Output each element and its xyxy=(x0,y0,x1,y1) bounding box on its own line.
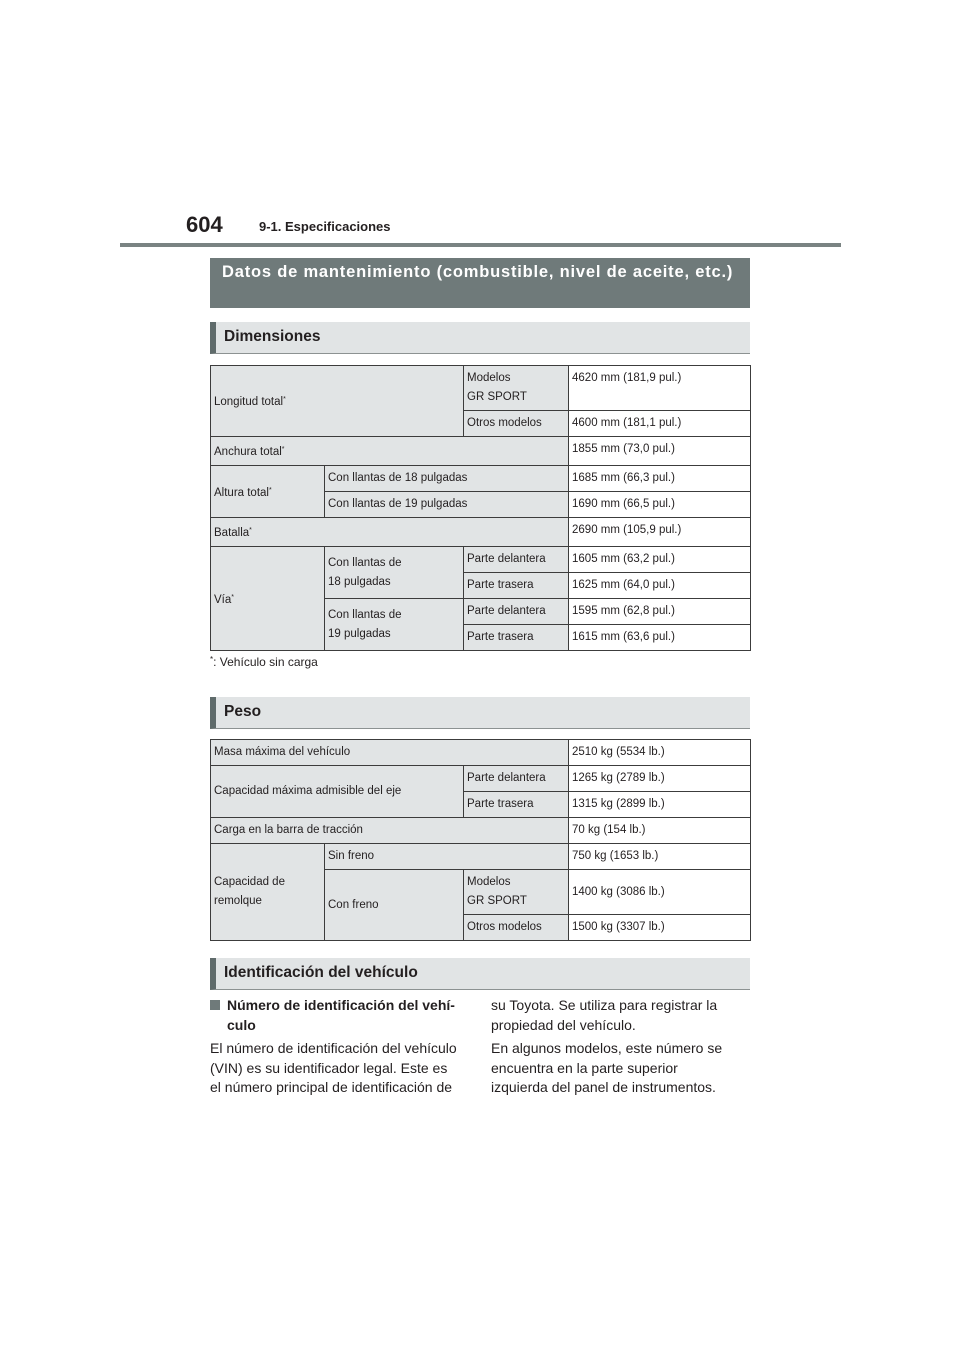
sub-label: Sin freno xyxy=(325,844,569,870)
sub-label: Con freno xyxy=(325,870,464,941)
value-cell: 70 kg (154 lb.) xyxy=(569,818,751,844)
row-label: Longitud total* xyxy=(211,366,464,437)
sub-label: Con llantas de 19 pulgadas xyxy=(325,492,569,518)
dimensions-table xyxy=(210,365,751,651)
header-rule xyxy=(120,243,841,247)
sub-label: Parte trasera xyxy=(464,792,569,818)
row-label: Capacidad de remolque xyxy=(211,844,325,941)
row-label: Carga en la barra de tracción xyxy=(211,818,569,844)
value-cell: 1500 kg (3307 lb.) xyxy=(569,915,751,941)
value-cell: 1625 mm (64,0 pul.) xyxy=(569,573,751,599)
row-label: Vía* xyxy=(211,547,325,651)
vin-subheading: Número de identificación del vehí- culo xyxy=(210,996,472,1035)
sub-label: Parte delantera xyxy=(464,766,569,792)
table-row xyxy=(211,547,751,573)
value-cell: 1685 mm (66,3 pul.) xyxy=(569,466,751,492)
table-row xyxy=(211,740,751,766)
value-cell: 1265 kg (2789 lb.) xyxy=(569,766,751,792)
table-row xyxy=(211,818,751,844)
sub-label: Con llantas de 18 pulgadas xyxy=(325,466,569,492)
value-cell: 2510 kg (5534 lb.) xyxy=(569,740,751,766)
value-cell: 1400 kg (3086 lb.) xyxy=(569,870,751,915)
row-label: Batalla* xyxy=(211,518,569,547)
sub-label: Parte trasera xyxy=(464,573,569,599)
identification-heading: Identificación del vehículo xyxy=(210,958,750,990)
value-cell: 1605 mm (63,2 pul.) xyxy=(569,547,751,573)
sub-label: Otros modelos xyxy=(464,915,569,941)
section-label: 9-1. Especificaciones xyxy=(259,219,391,234)
sub-label: Otros modelos xyxy=(464,411,569,437)
sub-label: Parte delantera xyxy=(464,547,569,573)
table-row xyxy=(211,766,751,792)
sub-label: Con llantas de 19 pulgadas xyxy=(325,599,464,651)
table-row xyxy=(211,518,751,547)
vin-paragraph-left: El número de identificación del vehículo (VIN) es su identificador legal. Este es el número principal de identificación de xyxy=(210,1040,457,1095)
value-cell: 750 kg (1653 lb.) xyxy=(569,844,751,870)
page-number: 604 xyxy=(186,212,223,237)
sub-label: Modelos GR SPORT xyxy=(464,870,569,915)
sub-label: Parte delantera xyxy=(464,599,569,625)
table-row xyxy=(211,844,751,870)
sub-label: Con llantas de 18 pulgadas xyxy=(325,547,464,599)
table-row xyxy=(211,437,751,466)
value-cell: 1690 mm (66,5 pul.) xyxy=(569,492,751,518)
value-cell: 4620 mm (181,9 pul.) xyxy=(569,366,751,411)
value-cell: 4600 mm (181,1 pul.) xyxy=(569,411,751,437)
row-label: Altura total* xyxy=(211,466,325,518)
weight-table xyxy=(210,739,751,941)
row-label: Anchura total* xyxy=(211,437,569,466)
dimensions-heading: Dimensiones xyxy=(210,322,750,354)
sub-label: Parte trasera xyxy=(464,625,569,651)
value-cell: 2690 mm (105,9 pul.) xyxy=(569,518,751,547)
table-row xyxy=(211,366,751,411)
vin-paragraph-right: su Toyota. Se utiliza para registrar la propiedad del vehículo. En algunos modelos, este número se encuentra en la parte superior izquierda del panel de instrumentos. xyxy=(491,997,723,1095)
table-row xyxy=(211,466,751,492)
footnote: *: Vehículo sin carga xyxy=(210,655,318,669)
row-label: Masa máxima del vehículo xyxy=(211,740,569,766)
chapter-title: Datos de mantenimiento (combustible, nivel de aceite, etc.) xyxy=(210,258,750,308)
weight-heading: Peso xyxy=(210,697,750,729)
value-cell: 1315 kg (2899 lb.) xyxy=(569,792,751,818)
sub-label: Modelos GR SPORT xyxy=(464,366,569,411)
value-cell: 1615 mm (63,6 pul.) xyxy=(569,625,751,651)
value-cell: 1595 mm (62,8 pul.) xyxy=(569,599,751,625)
row-label: Capacidad máxima admisible del eje xyxy=(211,766,464,818)
value-cell: 1855 mm (73,0 pul.) xyxy=(569,437,751,466)
square-bullet-icon xyxy=(210,1000,220,1010)
